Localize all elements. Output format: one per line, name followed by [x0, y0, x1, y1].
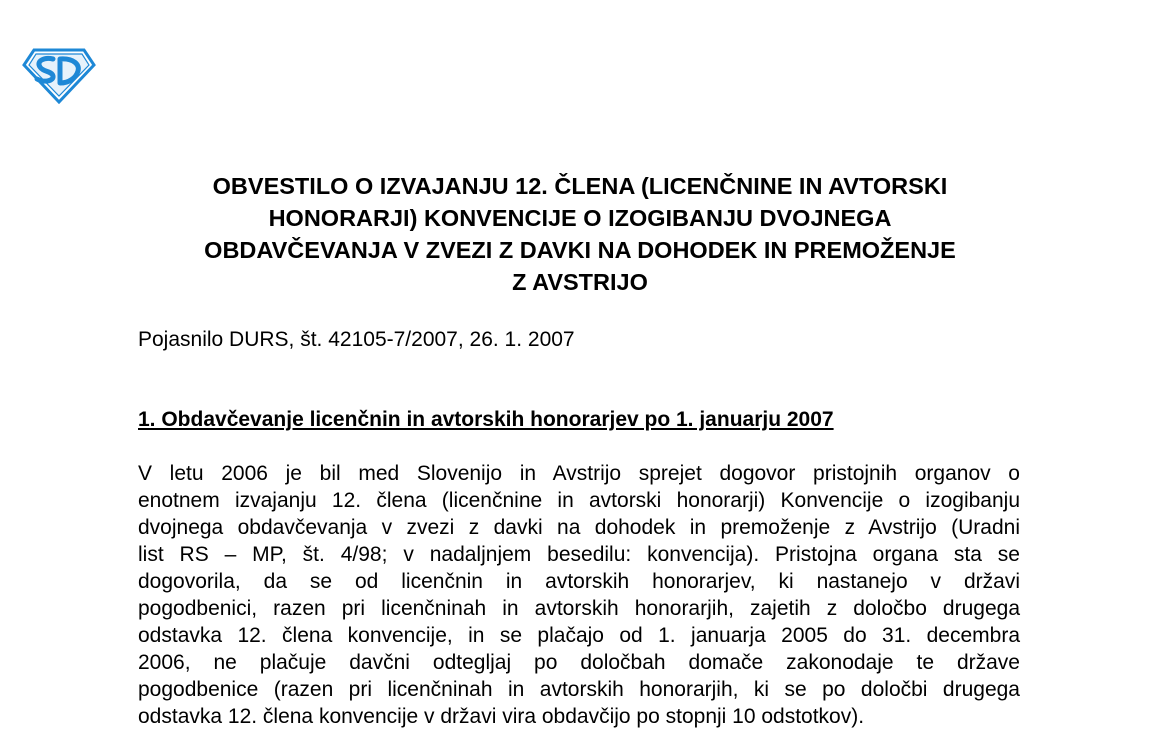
- paragraph-line: odstavka 12. člena konvencije v državi vira obdavčijo po stopnji 10 odstotkov).: [138, 705, 865, 728]
- section-heading: 1. Obdavčevanje licenčnin in avtorskih honorarjev po 1. januarju 2007: [138, 408, 834, 431]
- paragraph-line: dvojnega obdavčevanja v zvezi z davki na dohodek in premoženje z Avstrijo (Uradni: [138, 516, 1020, 539]
- paragraph-line: pogodbenici, razen pri licenčninah in avtorskih honorarjih, zajetih z določbo drugega: [138, 597, 1020, 620]
- title-line: OBVESTILO O IZVAJANJU 12. ČLENA (LICENČNINE IN AVTORSKI: [212, 173, 948, 199]
- sd-logo: [22, 47, 96, 104]
- document-subtitle: Pojasnilo DURS, št. 42105-7/2007, 26. 1. 2007: [138, 328, 575, 351]
- paragraph-line: dogovorila, da se od licenčnin in avtorskih honorarjev, ki nastanejo v državi: [138, 570, 1020, 593]
- sd-logo-icon: [22, 47, 96, 104]
- paragraph-line: enotnem izvajanju 12. člena (licenčnine in avtorski honorarji) Konvencije o izogibanju: [138, 489, 1020, 512]
- paragraph-line: list RS – MP, št. 4/98; v nadaljnjem besedilu: konvencija). Pristojna organa sta se: [138, 543, 1020, 566]
- paragraph-line: V letu 2006 je bil med Slovenijo in Avstrijo sprejet dogovor pristojnih organov o: [138, 462, 1020, 485]
- paragraph-line: 2006, ne plačuje davčni odtegljaj po določbah domače zakonodaje te države: [138, 651, 1020, 674]
- document-title: [130, 170, 1030, 298]
- paragraph-line: pogodbenice (razen pri licenčninah in avtorskih honorarjih, ki se po določbi drugega: [138, 678, 1020, 701]
- title-line: OBDAVČEVANJA V ZVEZI Z DAVKI NA DOHODEK IN PREMOŽENJE: [204, 237, 956, 263]
- title-line: Z AVSTRIJO: [512, 269, 648, 295]
- title-line: HONORARJI) KONVENCIJE O IZOGIBANJU DVOJNEGA: [268, 205, 892, 231]
- body-paragraph: [138, 460, 1020, 730]
- paragraph-line: odstavka 12. člena konvencije, in se plačajo od 1. januarja 2005 do 31. decembra: [138, 624, 1020, 647]
